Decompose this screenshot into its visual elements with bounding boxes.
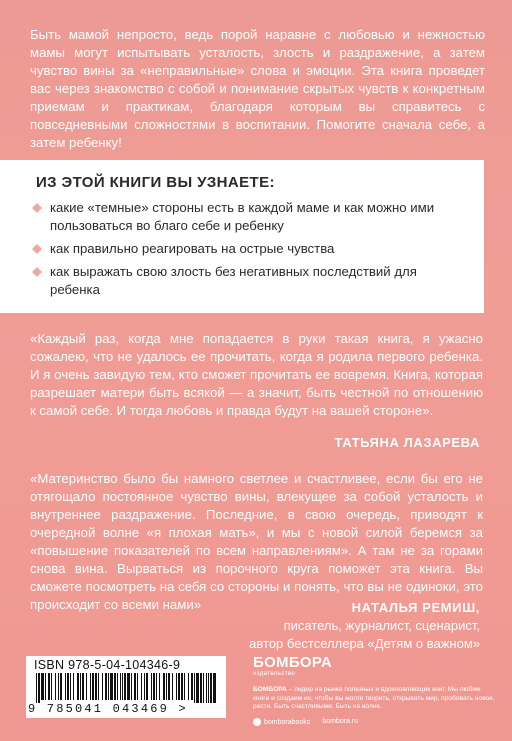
list-item-text: какие «темные» стороны есть в каждой маме и как можно ими пользоваться во благо себе и ребенку <box>50 200 435 233</box>
barcode-bar <box>191 673 193 700</box>
barcode-bar <box>67 673 69 700</box>
barcode-icon <box>32 673 220 703</box>
barcode-bar <box>200 673 202 703</box>
publisher-block <box>253 655 493 726</box>
barcode-bar <box>168 673 170 700</box>
social-link-books[interactable] <box>253 718 310 726</box>
barcode-bar <box>196 673 199 703</box>
isbn-text: ISBN 978-5-04-104346-9 <box>34 658 181 672</box>
barcode-bar <box>110 673 113 700</box>
author-lazareva: ТАТЬЯНА ЛАЗАРЕВА <box>334 435 480 450</box>
barcode-bar <box>137 673 138 700</box>
barcode-bar <box>80 673 81 700</box>
social-label: bombora.ru <box>322 718 359 725</box>
barcode-digits: 9 785041 043469 > <box>28 702 188 716</box>
barcode-bar <box>117 673 118 700</box>
learn-list <box>30 199 484 299</box>
tagline-text: – лидер на рынке полезных и вдохновляющих книг. Мы любим книги и создаем их, чтобы вы могли творить, открывать мир, пробовать новое, расти. Быть счастливыми. Быть на волне. <box>253 686 495 710</box>
barcode-bar <box>134 673 136 700</box>
author-remish-block <box>249 599 480 653</box>
barcode-bar <box>181 673 183 700</box>
barcode-bar <box>36 673 37 703</box>
list-item <box>30 240 460 258</box>
barcode-bar <box>105 673 107 700</box>
barcode-box <box>26 656 226 718</box>
barcode-bar <box>184 673 185 700</box>
author-role: автор бестселлера «Детям о важном» <box>249 636 480 651</box>
publisher-logo: БОМБОРА <box>253 654 333 671</box>
barcode-bar <box>194 673 195 703</box>
learn-box <box>0 160 484 313</box>
publisher-social <box>253 718 493 726</box>
barcode-bar <box>141 673 142 700</box>
barcode-bar <box>58 673 59 700</box>
barcode-bar <box>203 673 204 703</box>
barcode-bar <box>146 673 148 700</box>
barcode-bar <box>159 673 160 700</box>
quote-remish: «Материнство было бы намного светлее и счастливее, если бы его не отягощало постоянное чувство вины, влекущее за собой усталость и внутреннее раздражение. Последние, в свою очередь, приводят к очередной волне «я плохая мать», и мы с новой силой беремся за «повышение показателей по всем направлениям». А там не за горами снова вина. Вырваться из порочного круга поможет эта книга. Вы сможете посмотреть на себя со стороны и понять, что вы не одиноки, это происходит со всеми нами» <box>30 471 483 612</box>
barcode-bar <box>178 673 180 700</box>
author-role: писатель, журналист, сценарист, <box>283 618 480 633</box>
social-label: bomborabooks <box>264 718 311 726</box>
barcode-bar <box>131 673 132 700</box>
barcode-bar <box>153 673 155 700</box>
barcode-bar <box>156 673 157 700</box>
barcode-bar <box>86 673 87 700</box>
barcode-bar <box>122 673 123 700</box>
social-link-site[interactable] <box>322 718 358 725</box>
barcode-bar <box>206 673 207 703</box>
list-item-text: как выражать свою злость без негативных последствий для ребенка <box>50 264 417 297</box>
publisher-subtitle: издательство <box>253 671 296 677</box>
barcode-bar <box>55 673 56 700</box>
barcode-bar <box>65 673 66 700</box>
barcode-bar <box>172 673 173 700</box>
barcode-bar <box>73 673 74 700</box>
diamond-bullet-icon <box>32 267 42 277</box>
author-remish: НАТАЛЬЯ РЕМИШ, <box>351 600 480 615</box>
barcode-bar <box>114 673 116 700</box>
barcode-bar <box>120 673 121 700</box>
barcode-bar <box>82 673 84 700</box>
list-item-text: как правильно реагировать на острые чувства <box>50 241 335 256</box>
barcode-bar <box>51 673 52 700</box>
tagline-brand: БОМБОРА <box>253 686 287 693</box>
barcode-bar <box>176 673 177 700</box>
intro-paragraph: Быть мамой непросто, ведь порой наравне с любовью и нежностью мамы могут испытывать усталость, злость и раздражение, а затем чувство вины за «неправильные» слова и эмоции. Эта книга проведет вас через знакомство с собой и понимание скрытых чувств к конкретным приемам и практикам, благодаря которым вы справитесь с повседневными сложностями в воспитании. Помогите сначала себе, а затем ребенку! <box>30 27 485 150</box>
barcode-bar <box>41 673 44 700</box>
barcode-bar <box>90 673 91 700</box>
barcode-bar <box>213 673 216 703</box>
list-item <box>30 263 460 299</box>
barcode-bar <box>92 673 94 700</box>
publisher-tagline <box>253 686 498 712</box>
barcode-bar <box>166 673 167 700</box>
barcode-bar <box>108 673 109 700</box>
barcode-bar <box>127 673 130 700</box>
barcode-bar <box>210 673 212 703</box>
barcode-bar <box>77 673 79 700</box>
barcode-bar <box>208 673 209 703</box>
diamond-bullet-icon <box>32 244 42 254</box>
barcode-bar <box>38 673 40 703</box>
barcode-bar <box>124 673 126 700</box>
list-item <box>30 199 460 235</box>
barcode-bar <box>144 673 145 700</box>
barcode-bar <box>163 673 165 700</box>
barcode-bar <box>188 673 189 700</box>
barcode-bar <box>48 673 50 700</box>
barcode-bar <box>98 673 99 700</box>
barcode-bar <box>45 673 46 700</box>
barcode-bar <box>151 673 152 700</box>
barcode-bar <box>95 673 97 700</box>
diamond-bullet-icon <box>32 203 42 213</box>
quote-lazareva: «Каждый раз, когда мне попадается в руки такая книга, я ужасно сожалею, что не удалось ее прочитать, когда я родила первого ребенка. И я очень завидую тем, кто сможет прочитать ее вовремя. Книга, которая разрешает матери быть всякой — а значит, быть честной по отношению к самой себе. И тогда любовь и правда будут на вашей стороне». <box>30 331 483 418</box>
learn-title: ИЗ ЭТОЙ КНИГИ ВЫ УЗНАЕТЕ: <box>36 174 275 191</box>
social-icon <box>253 718 261 726</box>
barcode-bar <box>102 673 103 700</box>
barcode-bar <box>60 673 62 700</box>
barcode-bar <box>70 673 71 700</box>
